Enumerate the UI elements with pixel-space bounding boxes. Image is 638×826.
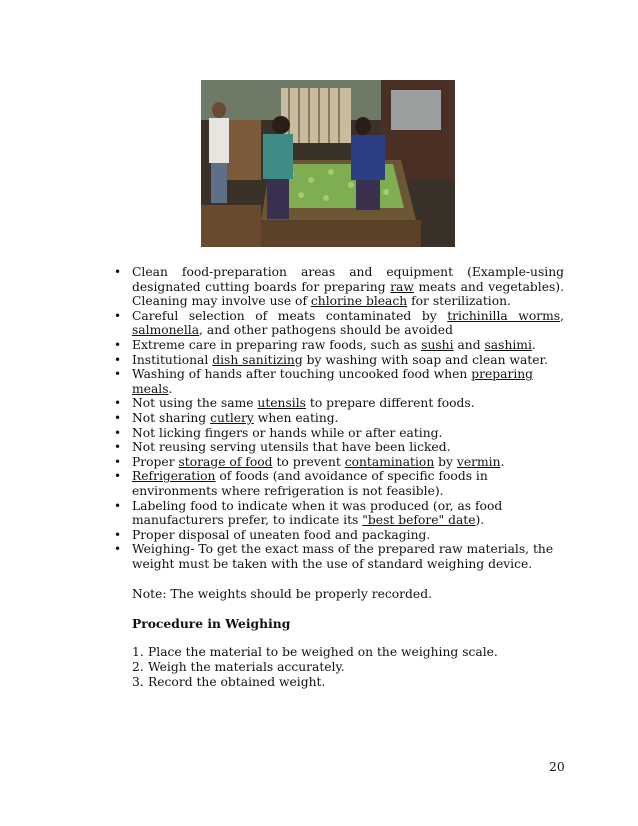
hyperlink-text[interactable]: contamination	[344, 454, 435, 469]
bullet-item	[112, 411, 564, 426]
bullet-text: Not reusing serving utensils that have been licked.	[132, 440, 451, 455]
bullet-text: Careful selection of meats contaminated by	[132, 308, 448, 323]
bullet-text: Weighing- To get the exact mass of the prepared raw materials, the weight must be taken with the use of standard weighing device.	[132, 542, 554, 571]
bullet-text: Institutional	[132, 352, 213, 367]
bullet-item	[112, 499, 564, 528]
bullet-item	[112, 396, 564, 411]
bullet-text: Labeling food to indicate when it was produced (or, as food manufacturers prefer, to indicate its	[132, 498, 503, 528]
bullet-item	[112, 353, 564, 368]
bullet-item	[112, 309, 564, 338]
step-text: Place the material to be weighed on the weighing scale.	[148, 645, 498, 659]
hyperlink-text[interactable]: salmonella	[132, 323, 200, 338]
hygiene-bullet-list	[112, 265, 564, 571]
step-number: 1.	[132, 645, 144, 659]
bullet-text: to prevent	[272, 454, 345, 469]
bullet-text: to prepare different foods.	[305, 396, 475, 411]
bullet-text: Not using the same	[132, 396, 258, 411]
bullet-text: .	[500, 454, 505, 469]
hyperlink-text[interactable]: sushi	[421, 337, 454, 352]
bullet-text: Extreme care in preparing raw foods, such as	[132, 337, 422, 352]
bullet-text: .	[168, 381, 173, 396]
step-item	[132, 660, 498, 675]
bullet-item	[112, 455, 564, 470]
hyperlink-text[interactable]: sashimi	[484, 337, 532, 352]
step-number: 3.	[132, 675, 144, 689]
bullet-text: meats and vegetables). Cleaning may involve use of	[132, 279, 564, 309]
note-text: Note: The weights should be properly recorded.	[132, 587, 432, 601]
bullet-text: by	[434, 454, 457, 469]
bullet-item	[112, 528, 564, 543]
hyperlink-text[interactable]: vermin	[456, 454, 501, 469]
bullet-text: ,	[560, 308, 564, 323]
step-text: Weigh the materials accurately.	[148, 660, 345, 674]
step-item	[132, 675, 498, 690]
step-number: 2.	[132, 660, 144, 674]
page-number: 20	[549, 760, 565, 774]
procedure-heading: Procedure in Weighing	[132, 616, 291, 631]
hyperlink-text[interactable]: preparing meals	[132, 367, 534, 396]
hyperlink-text[interactable]: raw	[390, 279, 414, 294]
hyperlink-text[interactable]: Refrigeration	[132, 469, 216, 484]
bullet-text: and	[453, 337, 485, 352]
bullet-text: for sterilization.	[407, 294, 511, 309]
bullet-text: .	[531, 337, 536, 352]
bullet-text: of foods (and avoidance of specific foods in environments where refrigeration is not feasible).	[132, 469, 488, 498]
bullet-item	[112, 426, 564, 441]
hyperlink-text[interactable]: utensils	[257, 396, 306, 411]
bullet-text: when eating.	[253, 410, 339, 425]
step-item	[132, 645, 498, 660]
bullet-text: Proper disposal of uneaten food and packaging.	[132, 527, 431, 542]
bullet-text: Not licking fingers or hands while or after eating.	[132, 425, 443, 440]
hyperlink-text[interactable]: storage of food	[178, 454, 273, 469]
market-workers-photo	[201, 80, 455, 247]
bullet-item	[112, 440, 564, 455]
bullet-text: Not sharing	[132, 410, 211, 425]
hyperlink-text[interactable]: trichinilla worms	[447, 308, 561, 323]
hyperlink-text[interactable]: "best before" date	[362, 513, 476, 528]
bullet-text: Proper	[132, 454, 179, 469]
bullet-item	[112, 542, 564, 571]
weighing-steps-list	[132, 645, 498, 690]
bullet-item	[112, 367, 564, 396]
bullet-text: Clean food-preparation areas and equipment (Example-using designated cutting boards for preparing	[132, 265, 564, 294]
bullet-text: Washing of hands after touching uncooked food when	[132, 367, 472, 382]
hyperlink-text[interactable]: cutlery	[210, 410, 254, 425]
bullet-item	[112, 338, 564, 353]
hyperlink-text[interactable]: chlorine bleach	[310, 294, 408, 309]
bullet-text: by washing with soap and clean water.	[302, 352, 548, 367]
bullet-text: ).	[475, 513, 485, 528]
step-text: Record the obtained weight.	[148, 675, 326, 689]
bullet-item	[112, 265, 564, 309]
hyperlink-text[interactable]: dish sanitizing	[212, 352, 303, 367]
bullet-text: , and other pathogens should be avoided	[199, 323, 453, 338]
bullet-item	[112, 469, 564, 498]
